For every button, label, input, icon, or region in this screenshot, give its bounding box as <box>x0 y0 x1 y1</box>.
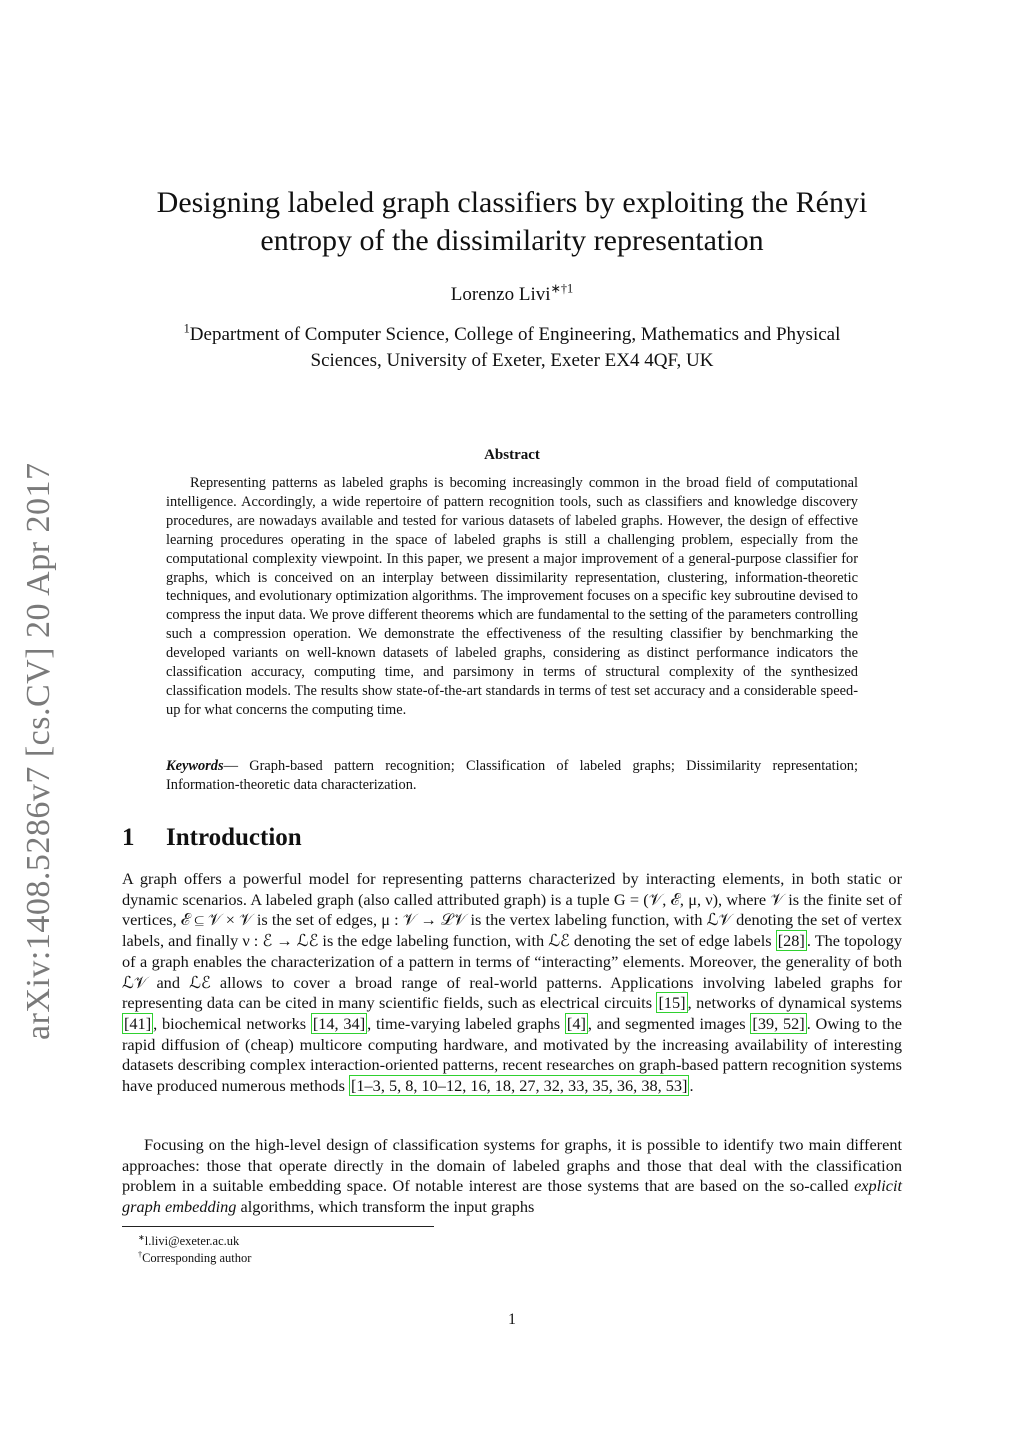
footnote-corresponding <box>138 1250 251 1267</box>
keywords-label: Keywords <box>166 758 224 774</box>
arxiv-identifier-stamp: arXiv:1408.5286v7 [cs.CV] 20 Apr 2017 <box>20 462 57 1040</box>
paper-title <box>120 184 904 260</box>
keywords-text: — Graph-based pattern recognition; Classification of labeled graphs; Dissimilarity representation; Information-theoretic data characterization. <box>166 758 858 793</box>
author-name: Lorenzo Livi <box>450 284 551 305</box>
intro-text: . <box>689 1076 694 1096</box>
emphasized-term: explicit graph embedding <box>122 1176 902 1217</box>
author-marks: ∗†1 <box>550 281 574 296</box>
citation-link[interactable]: [4] <box>566 1013 586 1033</box>
intro-text: . Owing to the rapid diffusion of (cheap) multicore computing hardware, and motivated by the increasing availability of interesting datasets describing complex interaction-oriented patterns, recent researches on graph-based pattern recognition systems have produced numerous methods <box>122 1013 903 1096</box>
footnote-corresponding-text: Corresponding author <box>142 1251 252 1265</box>
title-line-2: entropy of the dissimilarity representation <box>260 224 764 257</box>
footnote-divider <box>122 1226 434 1227</box>
footnote-email <box>138 1233 251 1250</box>
citation-link[interactable]: [15] <box>658 993 686 1013</box>
citation-link[interactable]: [14, 34] <box>312 1013 366 1033</box>
footnote-mark: † <box>138 1249 143 1259</box>
intro-text: A graph offers a powerful model for representing patterns characterized by interacting elements, in both static or dynamic scenarios. A labeled graph (also called attributed graph) is a tuple G = (𝒱, ℰ, μ, ν), where 𝒱 is the finite set of vertices, ℰ ⊆ 𝒱 × 𝒱 is the set of edges, μ : 𝒱 → ℒ𝒱 is the vertex labeling function, with ℒ𝒱 denoting the set of vertex labels, and finally ν : ℰ → ℒℰ is the edge labeling function, with ℒℰ denoting the set of edge labels <box>122 869 902 951</box>
section-title: Introduction <box>166 824 302 851</box>
author-line <box>0 281 1024 306</box>
footnote-mark: ∗ <box>138 1232 145 1242</box>
citation-link[interactable]: [28] <box>777 931 805 951</box>
intro-text: . The topology of a graph enables the characterization of a pattern in terms of “interacting” elements. Moreover, the generality of both ℒ𝒱 and ℒℰ allows to cover a broad range of real-world patterns. Applications involving labeled graphs for representing data can be cited in many scientific fields, such as electrical circuits <box>122 931 902 1013</box>
intro-paragraph-2 <box>122 1135 902 1218</box>
intro-text: , and segmented images <box>587 1013 751 1033</box>
title-line-1: Designing labeled graph classifiers by exploiting the Rényi <box>156 186 868 219</box>
page-number: 1 <box>508 1311 516 1328</box>
intro-paragraph-1 <box>122 869 902 1097</box>
intro-text: algorithms, which transform the input graphs <box>236 1197 535 1217</box>
affiliation-line-2: Sciences, University of Exeter, Exeter EX4 4QF, UK <box>310 350 714 371</box>
citation-link[interactable]: [39, 52] <box>752 1013 805 1033</box>
citation-link[interactable]: [41] <box>124 1013 152 1033</box>
affiliation <box>120 322 904 374</box>
abstract-text: Representing patterns as labeled graphs is becoming increasingly common in the broad field of computational intelligence. Accordingly, a wide repertoire of pattern recognition tools, such as classifiers and knowledge discovery procedures, are nowadays available and tested for various datasets of labeled graphs. However, the design of effective learning procedures operating in the space of labeled graphs is still a challenging problem, especially from the computational complexity viewpoint. In this paper, we present a major improvement of a general-purpose classifier for graphs, which is conceived on an interplay between dissimilarity representation, clustering, information-theoretic techniques, and evolutionary optimization algorithms. The improvement focuses on a specific key subroutine devised to compress the input data. We prove different theorems which are fundamental to the setting of the parameters controlling such a compression operation. We demonstrate the effectiveness of the resulting classifier by benchmarking the developed variants on well-known datasets of labeled graphs, considering as distinct performance indicators the classification accuracy, computing time, and parsimony in terms of structural complexity of the synthesized classification models. The results show state-of-the-art standards in terms of test set accuracy and a considerable speed-up for what concerns the computing time. <box>166 475 858 718</box>
intro-text: , biochemical networks <box>153 1013 311 1033</box>
intro-text: , time-varying labeled graphs <box>367 1013 565 1033</box>
keywords <box>166 757 858 795</box>
citation-link[interactable]: [1–3, 5, 8, 10–12, 16, 18, 27, 32, 33, 35, 36, 38, 53] <box>350 1076 688 1096</box>
affiliation-line-1: Department of Computer Science, College of Engineering, Mathematics and Physical <box>189 324 841 345</box>
footnotes <box>138 1233 251 1267</box>
footnote-email-text[interactable]: l.livi@exeter.ac.uk <box>144 1234 240 1248</box>
abstract-heading: Abstract <box>484 447 540 463</box>
affiliation-mark: 1 <box>183 321 190 336</box>
intro-text: , networks of dynamical systems <box>687 993 902 1013</box>
section-number: 1 <box>122 824 135 851</box>
section-heading <box>122 824 302 852</box>
intro-text: Focusing on the high-level design of classification systems for graphs, it is possible to identify two main different approaches: those that operate directly in the domain of labeled graphs and those that deal with the classification problem in a suitable embedding space. Of notable interest are those systems that are based on the so-called <box>122 1135 902 1196</box>
